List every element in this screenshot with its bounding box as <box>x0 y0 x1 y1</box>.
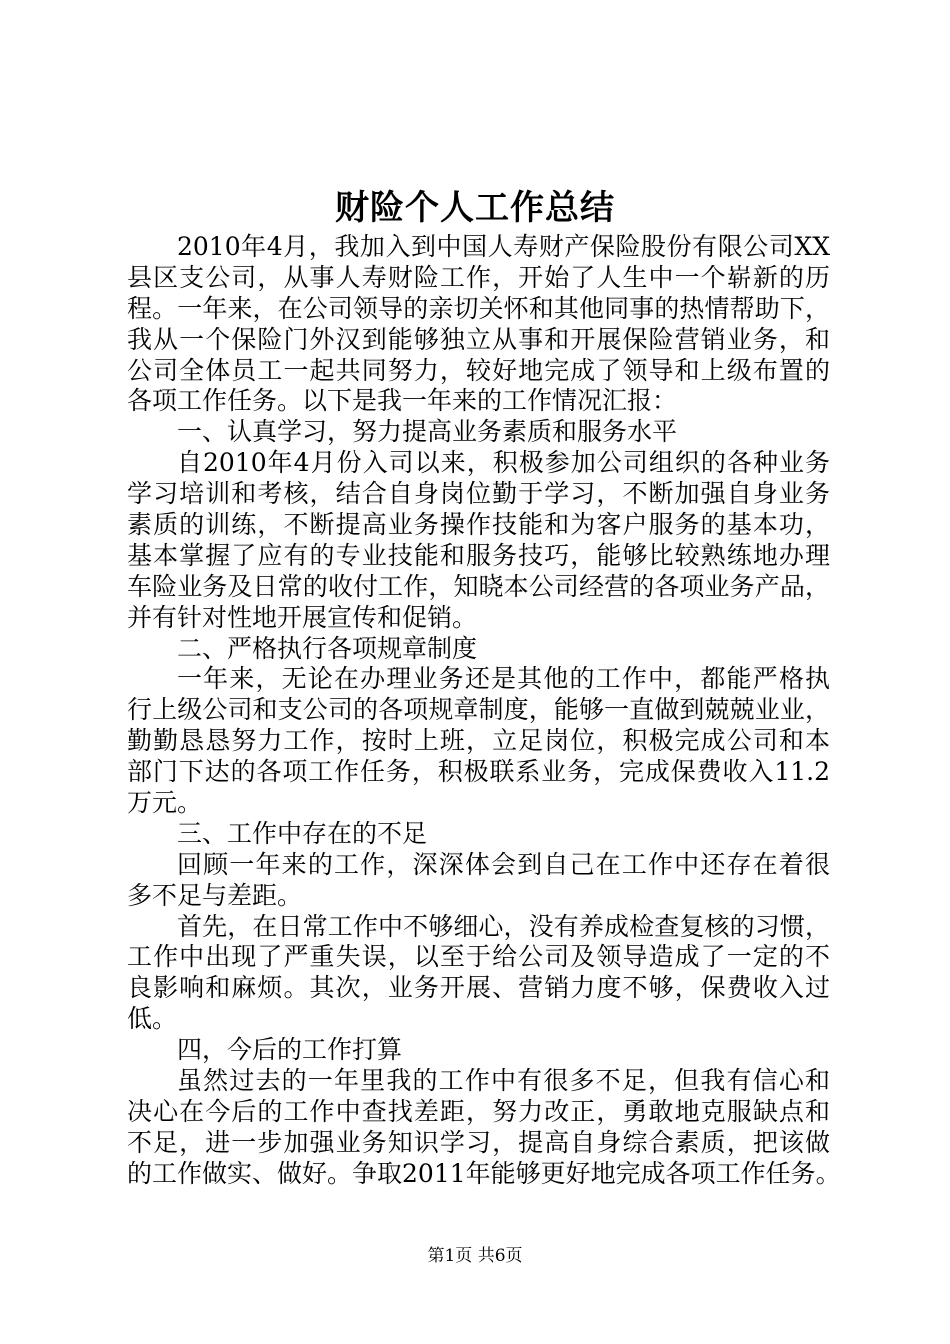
text-line: 行上级公司和支公司的各项规章制度，能够一直做到兢兢业业， <box>127 695 830 725</box>
text-line: 自2010年4月份入司以来，积极参加公司组织的各种业务 <box>177 448 830 478</box>
text-line: 决心在今后的工作中查找差距，努力改正，勇敢地克服缺点和 <box>127 1096 830 1126</box>
document-body <box>127 232 841 1190</box>
text-line: 万元。 <box>127 788 203 818</box>
text-line: 一、认真学习，努力提高业务素质和服务水平 <box>177 417 678 447</box>
text-line: 并有针对性地开展宣传和促销。 <box>127 602 478 632</box>
text-line: 程。一年来，在公司领导的亲切关怀和其他同事的热情帮助下， <box>127 293 830 323</box>
text-line: 回顾一年来的工作，深深体会到自己在工作中还存在着很 <box>177 849 830 879</box>
page-footer: 第1页 共6页 <box>427 1246 523 1266</box>
text-line: 基本掌握了应有的专业技能和服务技巧，能够比较熟练地办理 <box>127 540 830 570</box>
text-line: 县区支公司，从事人寿财险工作，开始了人生中一个崭新的历 <box>127 262 830 292</box>
text-line: 的工作做实、做好。争取2011年能够更好地完成各项工作任务。 <box>127 1158 841 1188</box>
text-line: 虽然过去的一年里我的工作中有很多不足，但我有信心和 <box>177 1066 830 1096</box>
text-line: 学习培训和考核，结合自身岗位勤于学习，不断加强自身业务 <box>127 479 830 509</box>
text-line: 一年来，无论在办理业务还是其他的工作中，都能严格执 <box>177 664 830 694</box>
text-line: 素质的训练，不断提高业务操作技能和为客户服务的基本功， <box>127 510 830 540</box>
text-line: 勤勤恳恳努力工作，按时上班，立足岗位，积极完成公司和本 <box>127 726 830 756</box>
text-line: 各项工作任务。以下是我一年来的工作情况汇报： <box>127 386 678 416</box>
text-line: 不足，进一步加强业务知识学习，提高自身综合素质，把该做 <box>127 1127 830 1157</box>
text-line: 我从一个保险门外汉到能够独立从事和开展保险营销业务，和 <box>127 324 830 354</box>
document-title: 财险个人工作总结 <box>335 188 615 228</box>
text-line: 三、工作中存在的不足 <box>177 818 428 848</box>
text-line: 公司全体员工一起共同努力，较好地完成了领导和上级布置的 <box>127 355 830 385</box>
text-line: 四，今后的工作打算 <box>177 1035 403 1065</box>
text-line: 部门下达的各项工作任务，积极联系业务，完成保费收入11.2 <box>127 757 830 787</box>
text-line: 车险业务及日常的收付工作，知晓本公司经营的各项业务产品， <box>127 571 830 601</box>
text-line: 工作中出现了严重失误，以至于给公司及领导造成了一定的不 <box>127 942 830 972</box>
text-line: 良影响和麻烦。其次，业务开展、营销力度不够，保费收入过 <box>127 973 830 1003</box>
text-line: 2010年4月，我加入到中国人寿财产保险股份有限公司XX <box>177 232 830 261</box>
text-line: 多不足与差距。 <box>127 880 303 910</box>
text-line: 二、严格执行各项规章制度 <box>177 633 478 663</box>
text-line: 低。 <box>127 1004 178 1034</box>
text-line: 首先，在日常工作中不够细心，没有养成检查复核的习惯， <box>177 911 830 941</box>
